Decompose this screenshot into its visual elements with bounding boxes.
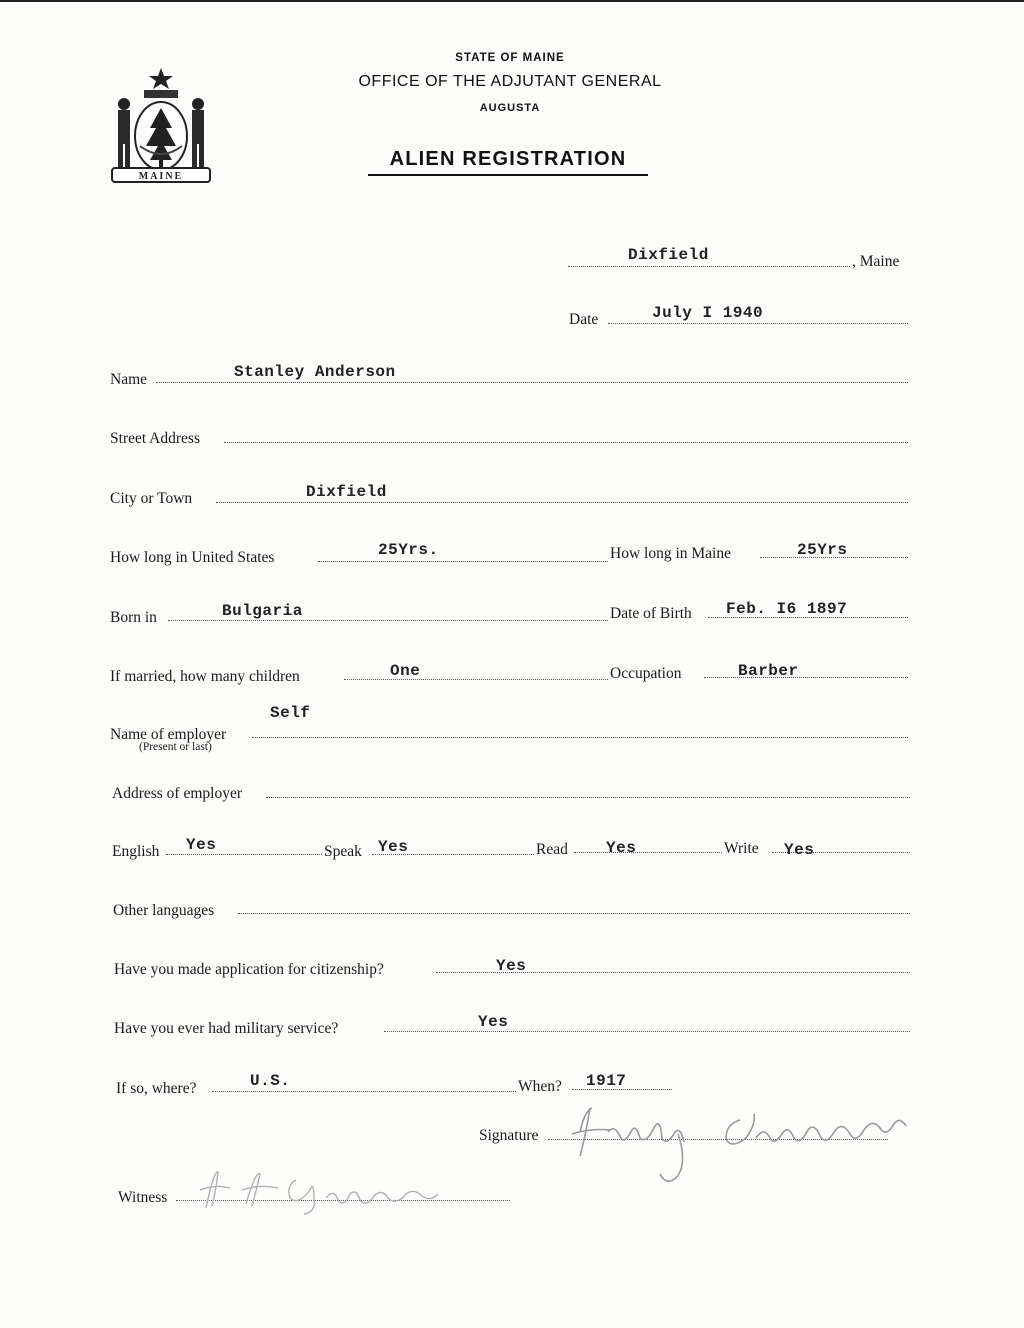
city-label: City or Town [110,490,193,507]
us-label: How long in United States [110,549,275,566]
office-heading: OFFICE OF THE ADJUTANT GENERAL [358,73,662,90]
street-line [224,442,908,443]
occupation-label: Occupation [610,665,682,682]
born-line [168,620,608,621]
english-line [166,854,322,855]
english-value: Yes [186,836,217,854]
city-line [216,502,908,503]
applicant-signature [550,1094,920,1184]
military-label: Have you ever had military service? [114,1020,339,1037]
form-title: ALIEN REGISTRATION [368,148,648,176]
date-value: July I 1940 [652,304,764,322]
military-line [384,1031,910,1032]
date-line [608,323,908,324]
military-value: Yes [478,1013,509,1031]
where-line [212,1091,516,1092]
us-value: 25Yrs. [378,541,439,559]
write-value: Yes [784,841,815,859]
read-label: Read [536,841,568,858]
write-label: Write [724,840,759,857]
born-value: Bulgaria [222,602,303,620]
place-suffix: , Maine [852,253,900,270]
speak-value: Yes [378,838,409,856]
dob-value: Feb. I6 1897 [726,600,848,618]
employer-line [252,737,908,738]
read-line [574,852,722,853]
children-line [344,679,608,680]
born-label: Born in [110,609,157,626]
place-line [568,266,850,267]
where-label: If so, where? [116,1080,197,1097]
occupation-value: Barber [738,662,799,680]
read-value: Yes [606,839,637,857]
employer-label: Name of employer [110,726,227,743]
employer-value: Self [270,704,311,722]
state-heading: STATE OF MAINE [455,52,565,64]
witness-signature [186,1160,466,1216]
children-label: If married, how many children [110,668,300,685]
employer-sublabel: (Present or last) [139,741,212,753]
citizenship-value: Yes [496,957,527,975]
witness-label: Witness [118,1189,168,1206]
signature-label: Signature [479,1127,539,1144]
maine-value: 25Yrs [797,541,848,559]
street-label: Street Address [110,430,200,447]
english-label: English [112,843,160,860]
name-value: Stanley Anderson [234,363,396,381]
name-line [156,382,908,383]
place-value: Dixfield [628,246,709,264]
citizenship-label: Have you made application for citizenship? [114,961,384,978]
other-languages-line [238,913,910,914]
other-languages-label: Other languages [113,902,215,919]
maine-label: How long in Maine [610,545,731,562]
svg-text:MAINE: MAINE [138,171,184,182]
where-value: U.S. [250,1072,291,1090]
employer-address-line [266,797,910,798]
when-label: When? [518,1078,562,1095]
us-line [318,561,608,562]
city-heading: AUGUSTA [479,102,541,114]
name-label: Name [110,371,148,388]
children-value: One [390,662,421,680]
occupation-line [704,677,908,678]
employer-address-label: Address of employer [112,785,242,802]
maine-seal-icon [106,66,216,190]
city-value: Dixfield [306,483,387,501]
dob-label: Date of Birth [610,605,692,622]
top-border [0,0,1024,2]
date-label: Date [569,311,599,328]
speak-label: Speak [324,843,362,860]
when-value: 1917 [586,1072,627,1090]
